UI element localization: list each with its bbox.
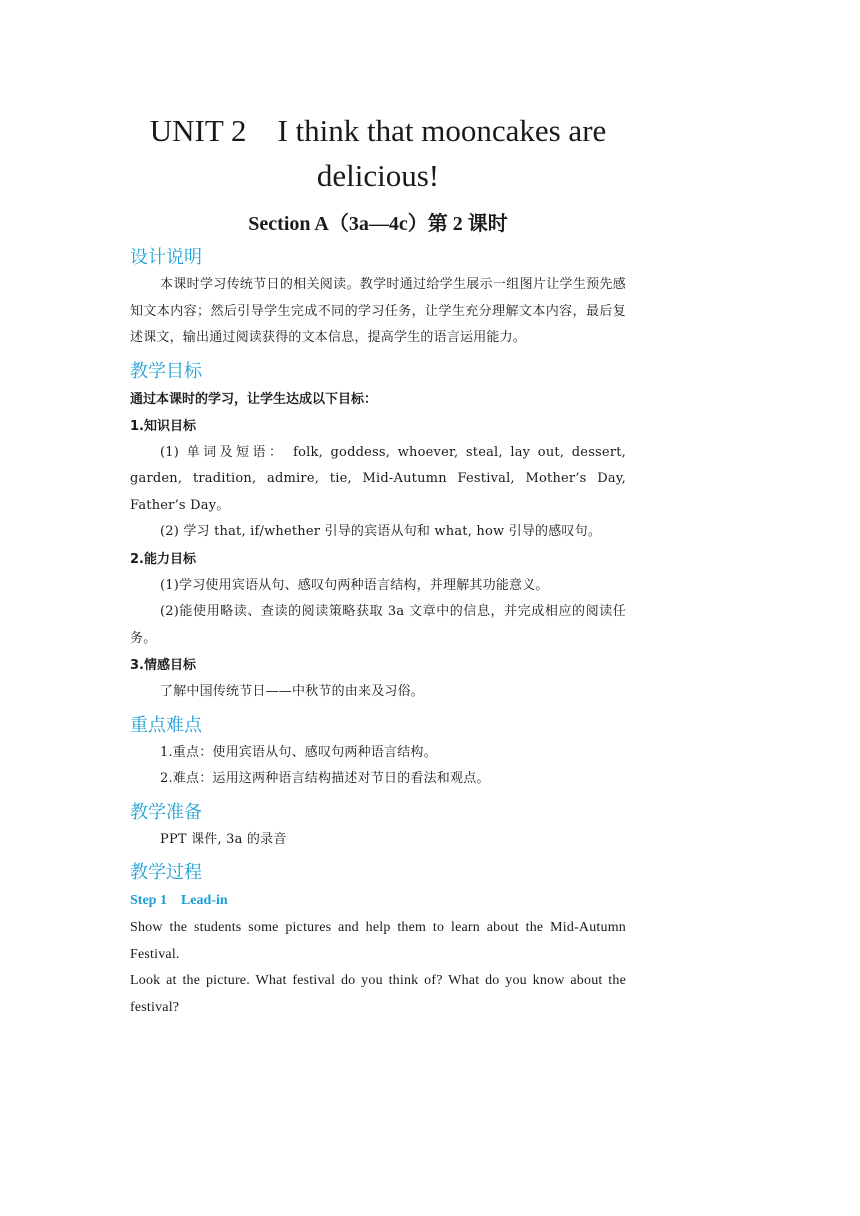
heading-goals: 教学目标 [130, 360, 202, 382]
emotion-label: 3.情感目标 [130, 658, 196, 673]
title-line-1: UNIT 2 I think that mooncakes are [149, 113, 607, 148]
document-title [90, 108, 666, 198]
ability-label: 2.能力目标 [130, 551, 196, 567]
knowledge-item-2: (2) 学习 that, if/whether 引导的宾语从句和 what, how 引导的感叹句。 [160, 524, 602, 539]
heading-design: 设计说明 [130, 247, 202, 268]
process-para-2: Look at the picture. What festival do you think of? What do you know about the festival? [130, 973, 626, 1015]
emotion-item-1: 了解中国传统节日——中秋节的由来及习俗。 [160, 684, 425, 699]
heading-process: 教学过程 [130, 862, 202, 883]
knowledge-label: 1.知识目标 [130, 418, 196, 434]
design-text: 本课时学习传统节日的相关阅读。教学时通过给学生展示一组图片让学生预先感知文本内容；然后引导学生完成不同的学习任务，让学生充分理解文本内容，最后复述课文，输出通过阅读获得的文本信息，提高学生的语言运用能力。 [130, 277, 626, 345]
process-para-1: Show the students some pictures and help them to learn about the Mid-Autumn Festival. [130, 920, 626, 962]
key-point-2: 2.难点：运用这两种语言结构描述对节日的看法和观点。 [160, 771, 490, 786]
heading-prep: 教学准备 [130, 801, 202, 823]
step-1-label: Step 1 Lead-in [130, 893, 228, 908]
document-page [130, 108, 626, 1021]
key-point-1: 1.重点：使用宾语从句、感叹句两种语言结构。 [160, 744, 437, 760]
knowledge-item-1: (1) 单词及短语： folk, goddess, whoever, steal, lay out, dessert, garden, tradition, admire, tie, Mid-Autumn Festival, Mother’s Day, Father’s Day。 [130, 444, 626, 513]
ability-item-2: (2)能使用略读、查读的阅读策略获取 3a 文章中的信息，并完成相应的阅读任务。 [130, 604, 626, 646]
heading-key-points: 重点难点 [130, 714, 202, 736]
ability-item-1: (1)学习使用宾语从句、感叹句两种语言结构，并理解其功能意义。 [160, 577, 549, 593]
title-line-2: delicious! [316, 158, 440, 193]
goals-intro: 通过本课时的学习，让学生达成以下目标： [130, 391, 378, 407]
prep-text: PPT 课件, 3a 的录音 [160, 831, 287, 847]
document-subtitle: Section A（3a—4c）第 2 课时 [248, 213, 508, 235]
